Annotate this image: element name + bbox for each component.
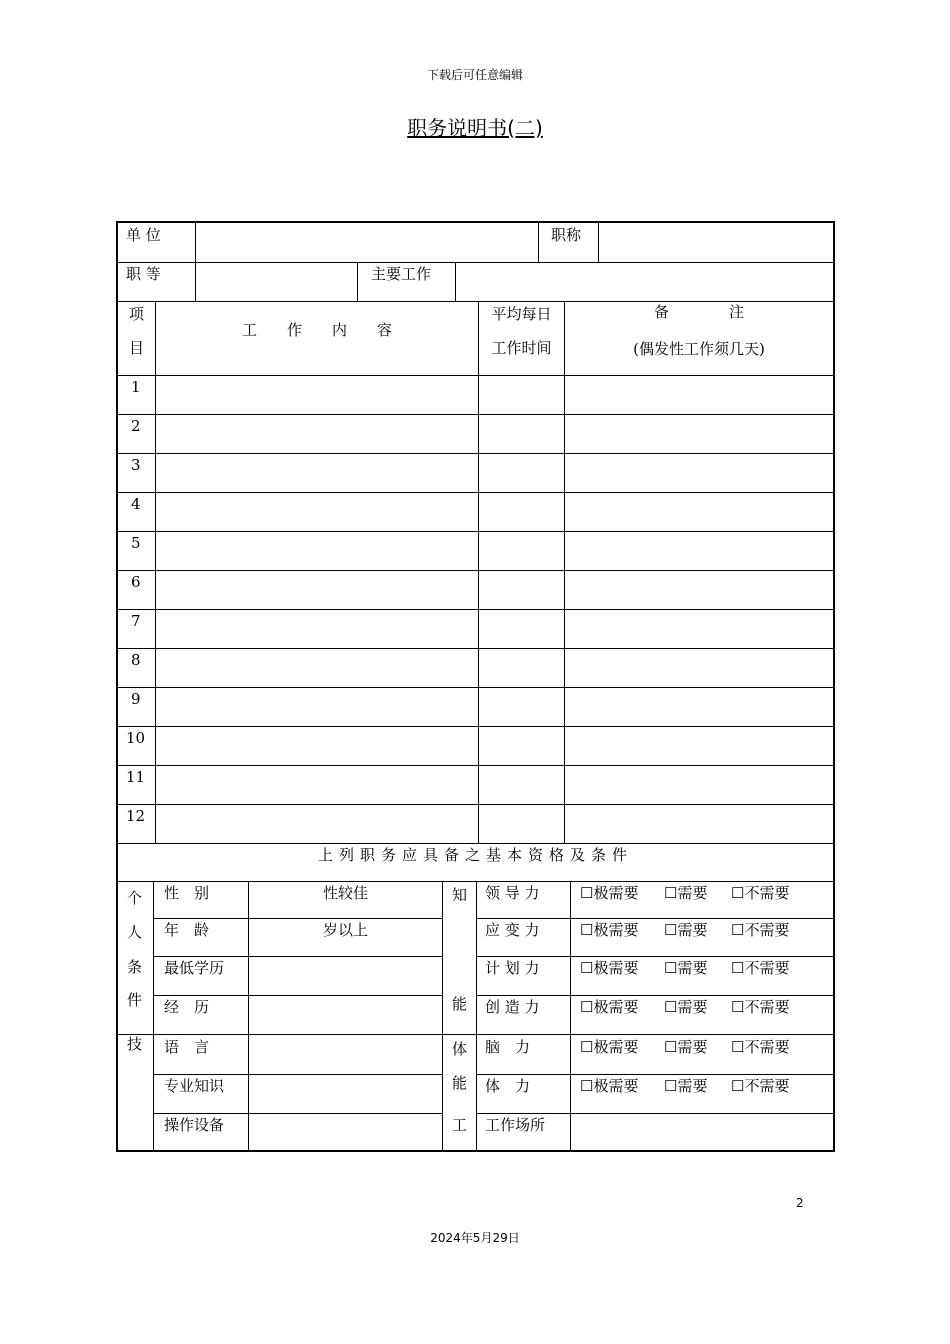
ability-label: 计 划 力 [485,959,540,977]
row-number: 7 [131,612,141,630]
work-group-label: 工 [452,1116,468,1134]
field-value: 性较佳 [322,884,368,902]
unit-label: 单 位 [126,226,161,244]
physical-group-label: 能 [452,1074,468,1092]
page-title: 职务说明书(二) [407,116,543,140]
personal-group-label: 个 [127,889,143,907]
knowledge-group-label: 知 [452,886,468,904]
option-needed[interactable]: ☐需要 [664,884,708,902]
option-not-needed[interactable]: ☐不需要 [731,959,790,977]
option-not-needed[interactable]: ☐不需要 [731,998,790,1016]
row-number: 2 [131,417,141,435]
personal-group-label: 件 [127,991,143,1009]
row-number: 10 [126,729,146,747]
ability-label: 脑 力 [485,1038,531,1056]
remark-label-2: (偶发性工作须几天) [633,340,765,358]
job-title-label: 职称 [551,226,582,244]
field-label: 专业知识 [164,1077,225,1095]
row-number: 3 [131,456,141,474]
field-label: 语 言 [164,1038,210,1056]
ability-label: 体 力 [485,1077,531,1095]
row-number: 9 [131,690,141,708]
field-value: 岁以上 [322,921,368,939]
row-number: 4 [131,495,141,513]
row-number: 5 [131,534,141,552]
remark-label: 备 注 [653,303,744,321]
avg-time-label-2: 工作时间 [491,339,552,357]
skill-group-label: 技 [127,1035,143,1053]
row-number: 8 [131,651,141,669]
option-needed[interactable]: ☐需要 [664,959,708,977]
personal-group-label: 人 [127,923,143,941]
option-very-needed[interactable]: ☐极需要 [580,921,639,939]
option-very-needed[interactable]: ☐极需要 [580,884,639,902]
main-work-label: 主要工作 [371,265,432,283]
ability-label: 领 导 力 [485,884,540,902]
page-number: 2 [796,1196,804,1210]
field-label: 最低学历 [164,959,225,977]
ability-label: 创 造 力 [485,998,540,1016]
row-number: 11 [126,768,146,786]
option-needed[interactable]: ☐需要 [664,1038,708,1056]
physical-group-label: 体 [452,1040,468,1058]
grade-label: 职 等 [126,265,161,283]
option-very-needed[interactable]: ☐极需要 [580,998,639,1016]
row-number: 1 [131,378,141,396]
option-needed[interactable]: ☐需要 [664,1077,708,1095]
footer-date: 2024年5月29日 [430,1231,520,1245]
field-label: 性 别 [164,884,210,902]
knowledge-group-label: 能 [452,995,468,1013]
header-note: 下载后可任意编辑 [426,68,523,82]
row-number: 12 [126,807,146,825]
option-not-needed[interactable]: ☐不需要 [731,1038,790,1056]
option-needed[interactable]: ☐需要 [664,998,708,1016]
option-not-needed[interactable]: ☐不需要 [731,1077,790,1095]
option-very-needed[interactable]: ☐极需要 [580,1038,639,1056]
field-label: 操作设备 [164,1116,225,1134]
avg-time-label: 平均每日 [491,305,552,323]
option-needed[interactable]: ☐需要 [664,921,708,939]
item-label: 项 [129,305,145,323]
personal-group-label: 条 [127,958,143,976]
option-very-needed[interactable]: ☐极需要 [580,959,639,977]
option-not-needed[interactable]: ☐不需要 [731,921,790,939]
work-content-label: 工 作 内 容 [241,321,392,339]
ability-label: 应 变 力 [485,921,540,939]
field-label: 年 龄 [164,921,210,939]
field-label: 经 历 [164,998,210,1016]
option-very-needed[interactable]: ☐极需要 [580,1077,639,1095]
option-not-needed[interactable]: ☐不需要 [731,884,790,902]
job-description-form [116,221,835,1152]
workplace-label: 工作场所 [485,1116,546,1134]
qualifications-heading: 上列职务应具备之基本资格及条件 [317,846,633,864]
item-label-2: 目 [129,339,145,357]
row-number: 6 [131,573,141,591]
